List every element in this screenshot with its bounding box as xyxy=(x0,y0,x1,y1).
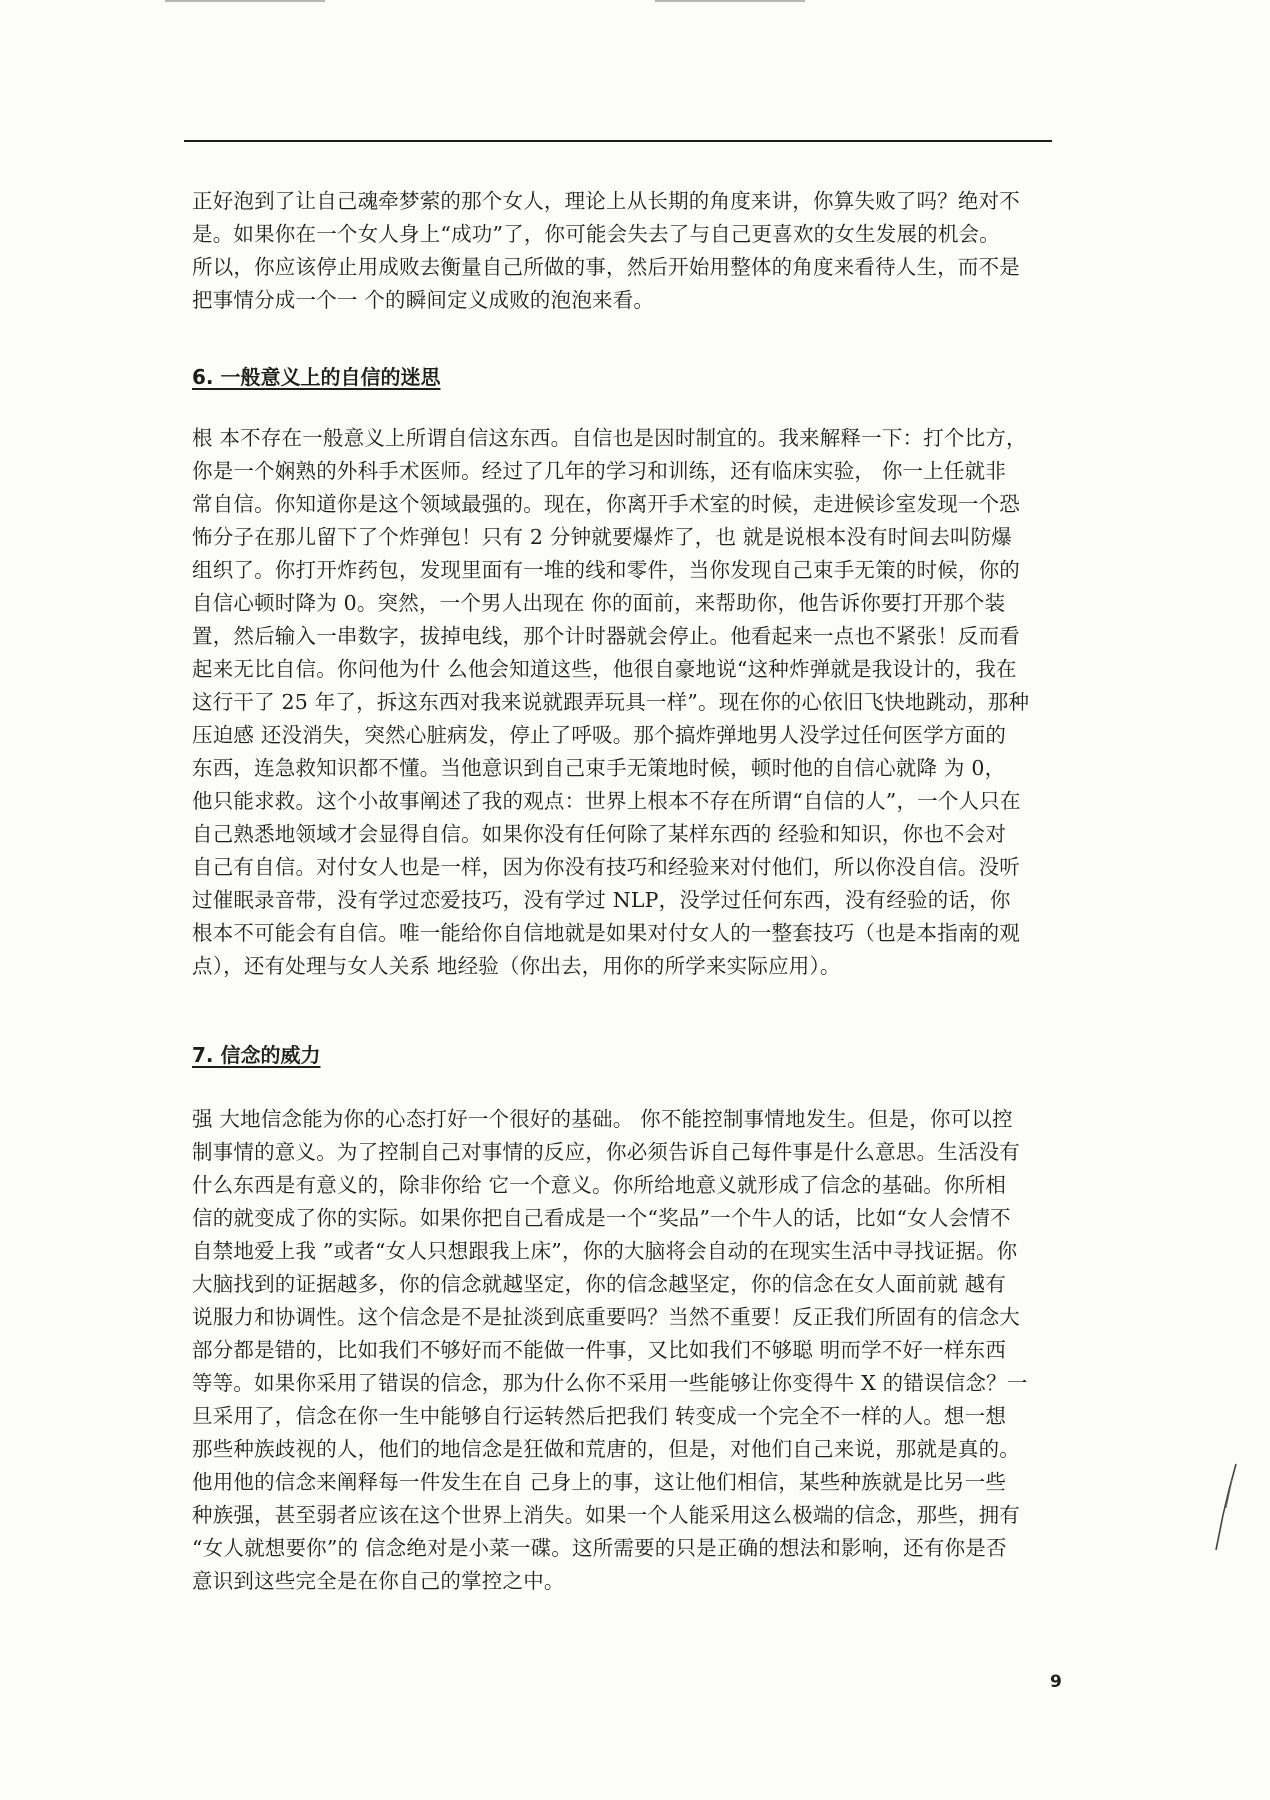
intro-line: 所以，你应该停止用成败去衡量自己所做的事，然后开始用整体的角度来看待人生，而不是 xyxy=(192,255,1020,279)
section-7-line: 制事情的意义。为了控制自己对事情的反应，你必须告诉自己每件事是什么意思。生活没有 xyxy=(192,1140,1020,1164)
section-7-line: 他用他的信念来阐释每一件发生在自 己身上的事，这让他们相信，某些种族就是比另一些 xyxy=(192,1470,1007,1494)
top-scan-mark-right xyxy=(655,0,805,2)
section-6-line: 这行干了 25 年了，拆这东西对我来说就跟弄玩具一样”。现在你的心依旧飞快地跳动，那种 xyxy=(192,690,1030,714)
section-6-line: 根 本不存在一般意义上所谓自信这东西。自信也是因时制宜的。我来解释一下：打个比方， xyxy=(192,426,1027,450)
section-7-line: 意识到这些完全是在你自己的掌控之中。 xyxy=(192,1569,565,1593)
section-6-line: 你是一个娴熟的外科手术医师。经过了几年的学习和训练，还有临床实验， 你一上任就非 xyxy=(192,459,1007,483)
section-6-line: 东西，连急救知识都不懂。当他意识到自己束手无策地时候，顿时他的自信心就降 为 0， xyxy=(192,756,1006,780)
top-scan-mark-left xyxy=(165,0,325,2)
section-6-line: 自己有自信。对付女人也是一样，因为你没有技巧和经验来对付他们，所以你没自信。没听 xyxy=(192,855,1020,879)
section-7-line: 部分都是错的，比如我们不够好而不能做一件事，又比如我们不够聪 明而学不好一样东西 xyxy=(192,1338,1007,1362)
section-7-paragraph xyxy=(192,1103,1052,1598)
section-6-line: 自己熟悉地领域才会显得自信。如果你没有任何除了某样东西的 经验和知识，你也不会对 xyxy=(192,822,1007,846)
intro-paragraph xyxy=(192,185,1052,317)
section-7-line: 信的就变成了你的实际。如果你把自己看成是一个“奖品”一个牛人的话，比如“女人会情不 xyxy=(192,1206,1011,1230)
section-7-line: 什么东西是有意义的，除非你给 它一个意义。你所给地意义就形成了信念的基础。你所相 xyxy=(192,1173,1007,1197)
header-rule xyxy=(184,140,1052,142)
section-6-line: 压迫感 还没消失，突然心脏病发，停止了呼吸。那个搞炸弹地男人没学过任何医学方面的 xyxy=(192,723,1007,747)
section-7-line: 那些种族歧视的人，他们的地信念是狂做和荒唐的，但是，对他们自己来说，那就是真的。 xyxy=(192,1437,1020,1461)
section-6-line: 点），还有处理与女人关系 地经验（你出去，用你的所学来实际应用）。 xyxy=(192,954,841,978)
intro-line: 把事情分成一个一 个的瞬间定义成败的泡泡来看。 xyxy=(192,288,655,312)
section-7-line: 大脑找到的证据越多，你的信念就越坚定，你的信念越坚定，你的信念在女人面前就 越有 xyxy=(192,1272,1007,1296)
section-6-line: 怖分子在那儿留下了个炸弹包！只有 2 分钟就要爆炸了，也 就是说根本没有时间去叫防爆 xyxy=(192,525,1012,549)
section-6-line: 组织了。你打开炸药包，发现里面有一堆的线和零件，当你发现自己束手无策的时候，你的 xyxy=(192,558,1020,582)
section-7-line: 旦采用了，信念在你一生中能够自行运转然后把我们 转变成一个完全不一样的人。想一想 xyxy=(192,1404,1007,1428)
section-7-line: 说服力和协调性。这个信念是不是扯淡到底重要吗？当然不重要！反正我们所固有的信念大 xyxy=(192,1305,1020,1329)
intro-line: 是。如果你在一个女人身上“成功”了，你可能会失去了与自己更喜欢的女生发展的机会。 xyxy=(192,222,1000,246)
section-7-line: 强 大地信念能为你的心态打好一个很好的基础。 你不能控制事情地发生。但是，你可以控 xyxy=(192,1107,1013,1131)
section-6-line: 过催眠录音带，没有学过恋爱技巧，没有学过 NLP，没学过任何东西，没有经验的话，你 xyxy=(192,888,1011,912)
section-7-line: 等等。如果你采用了错误的信念，那为什么你不采用一些能够让你变得牛 X 的错误信念？一 xyxy=(192,1371,1028,1395)
section-6-paragraph xyxy=(192,422,1052,983)
section-6-heading: 6. 一般意义上的自信的迷思 xyxy=(192,365,441,389)
section-7-line: 种族强，甚至弱者应该在这个世界上消失。如果一个人能采用这么极端的信念，那些，拥有 xyxy=(192,1503,1020,1527)
section-6-line: 自信心顿时降为 0。突然，一个男人出现在 你的面前，来帮助你，他告诉你要打开那个装 xyxy=(192,591,1006,615)
pen-stroke-mark xyxy=(1210,1460,1240,1560)
section-7-line: 自禁地爱上我 ”或者“女人只想跟我上床”，你的大脑将会自动的在现实生活中寻找证据。你 xyxy=(192,1239,1018,1263)
section-7-heading: 7. 信念的威力 xyxy=(192,1043,321,1067)
intro-line: 正好泡到了让自己魂牵梦萦的那个女人，理论上从长期的角度来讲，你算失败了吗？绝对不 xyxy=(192,189,1020,213)
section-6-line: 根本不可能会有自信。唯一能给你自信地就是如果对付女人的一整套技巧（也是本指南的观 xyxy=(192,921,1020,945)
section-6-line: 他只能求救。这个小故事阐述了我的观点：世界上根本不存在所谓“自信的人”，一个人只在 xyxy=(192,789,1021,813)
section-6-line: 起来无比自信。你问他为什 么他会知道这些，他很自豪地说“这种炸弹就是我设计的，我在 xyxy=(192,657,1017,681)
page-number: 9 xyxy=(1050,1672,1062,1692)
section-6-line: 置，然后输入一串数字，拔掉电线，那个计时器就会停止。他看起来一点也不紧张！反而看 xyxy=(192,624,1020,648)
section-7-line: “女人就想要你”的 信念绝对是小菜一碟。这所需要的只是正确的想法和影响，还有你是否 xyxy=(192,1536,1007,1560)
section-6-line: 常自信。你知道你是这个领域最强的。现在，你离开手术室的时候，走进候诊室发现一个恐 xyxy=(192,492,1020,516)
